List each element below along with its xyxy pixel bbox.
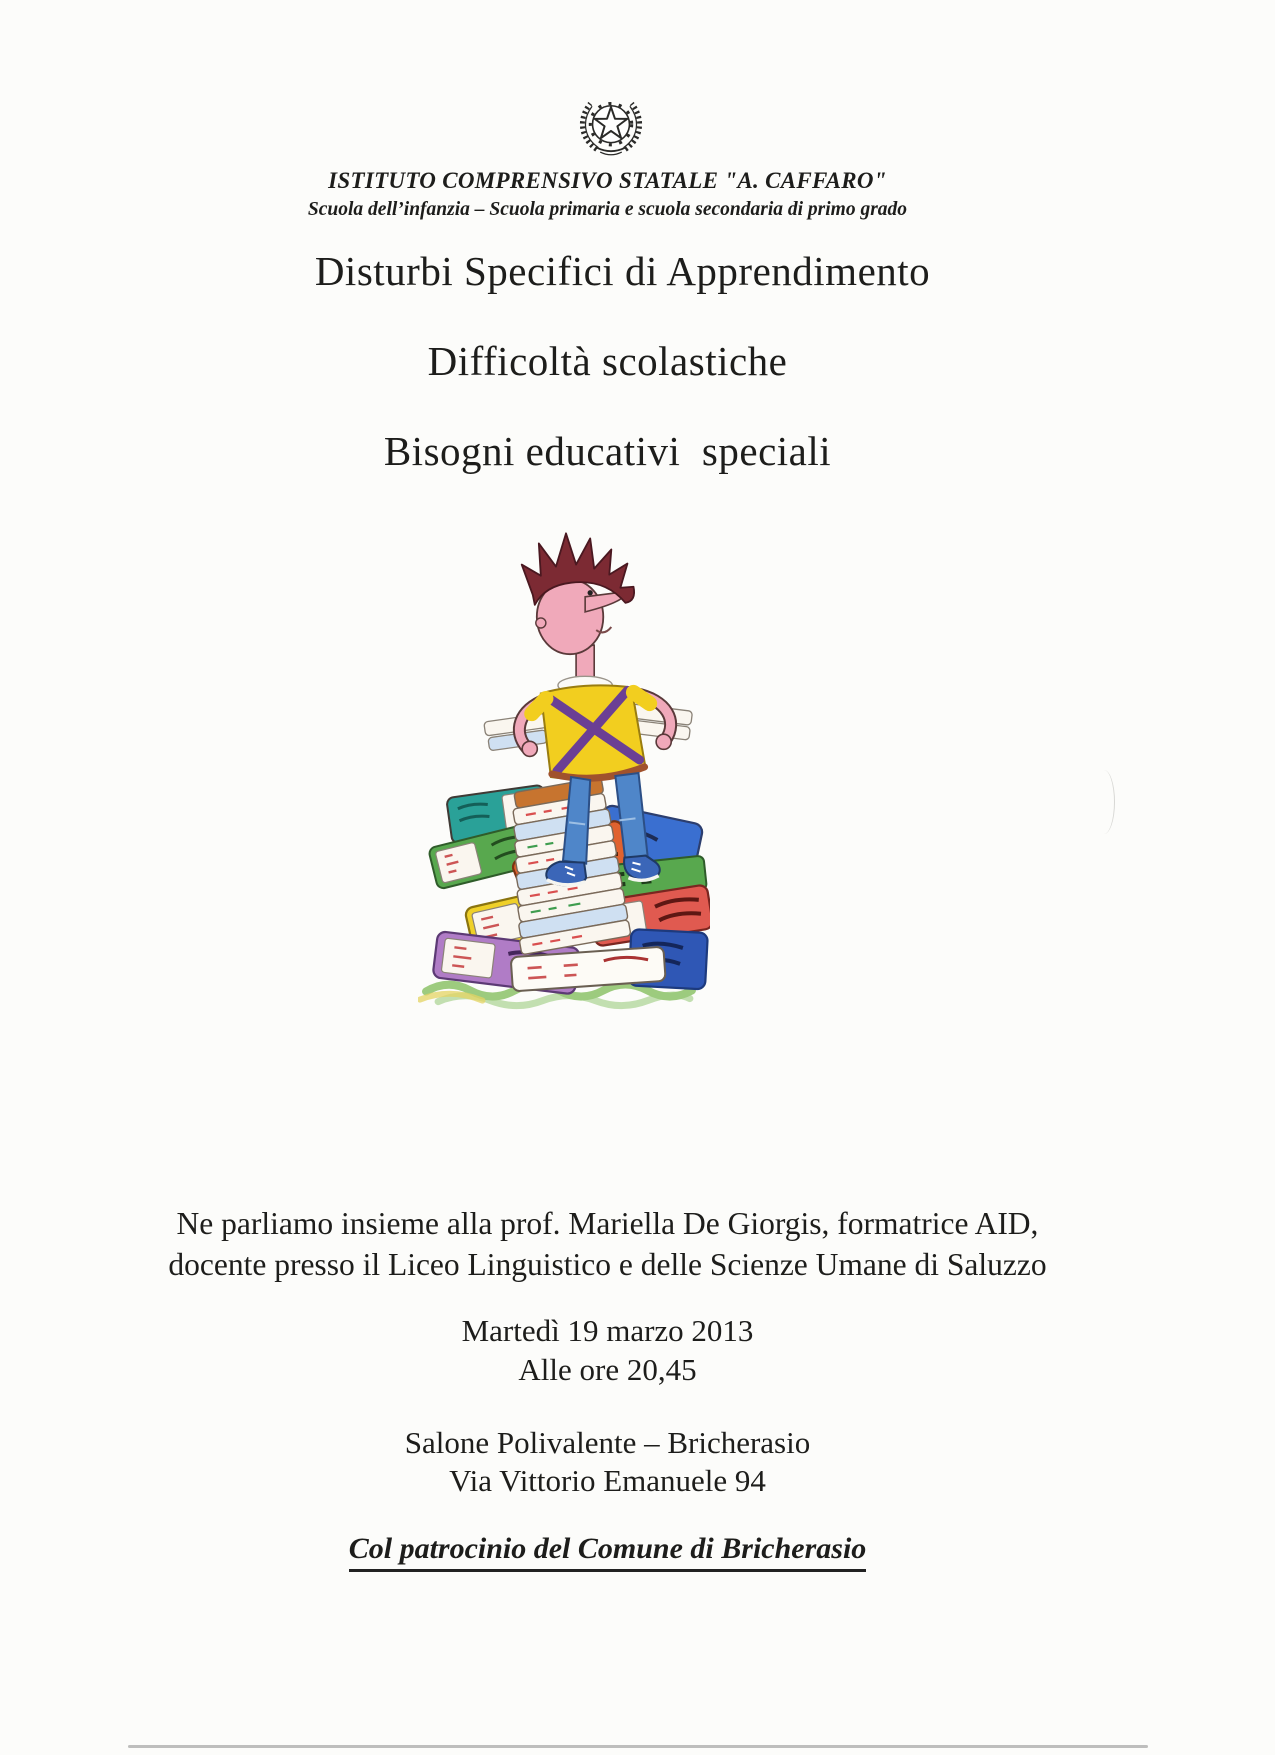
child-on-books-illustration xyxy=(418,530,710,1014)
patronage-footer xyxy=(0,1532,1215,1572)
venue-address: Via Vittorio Emanuele 94 xyxy=(449,1463,766,1498)
title-disturbi-specifici: Disturbi Specifici di Apprendimento xyxy=(314,248,931,294)
event-date: Martedì 19 marzo 2013 xyxy=(461,1313,754,1348)
description-line-2: docente presso il Liceo Linguistico e delle Scienze Umane di Saluzzo xyxy=(168,1247,1047,1282)
title-bisogni-educativi: Bisogni educativi speciali xyxy=(383,428,832,474)
event-venue xyxy=(0,1424,1215,1500)
scan-crease-artifact xyxy=(1093,770,1115,834)
description-line-1: Ne parliamo insieme alla prof. Mariella De Giorgis, formatrice AID, xyxy=(176,1206,1039,1241)
venue-name: Salone Polivalente – Bricherasio xyxy=(404,1425,811,1460)
institute-name: ISTITUTO COMPRENSIVO STATALE "A. CAFFARO" xyxy=(328,168,887,193)
italian-republic-emblem-icon xyxy=(566,90,656,172)
title-difficolta-scolastiche: Difficoltà scolastiche xyxy=(427,338,788,384)
event-datetime xyxy=(0,1311,1215,1389)
school-levels-subtitle: Scuola dell’infanzia – Scuola primaria e scuola secondaria di primo grado xyxy=(307,199,908,220)
scanner-edge-artifact xyxy=(128,1745,1148,1748)
event-description xyxy=(0,1203,1215,1285)
event-time: Alle ore 20,45 xyxy=(518,1352,697,1387)
patronage-text: Col patrocinio del Comune di Bricherasio xyxy=(349,1532,867,1572)
